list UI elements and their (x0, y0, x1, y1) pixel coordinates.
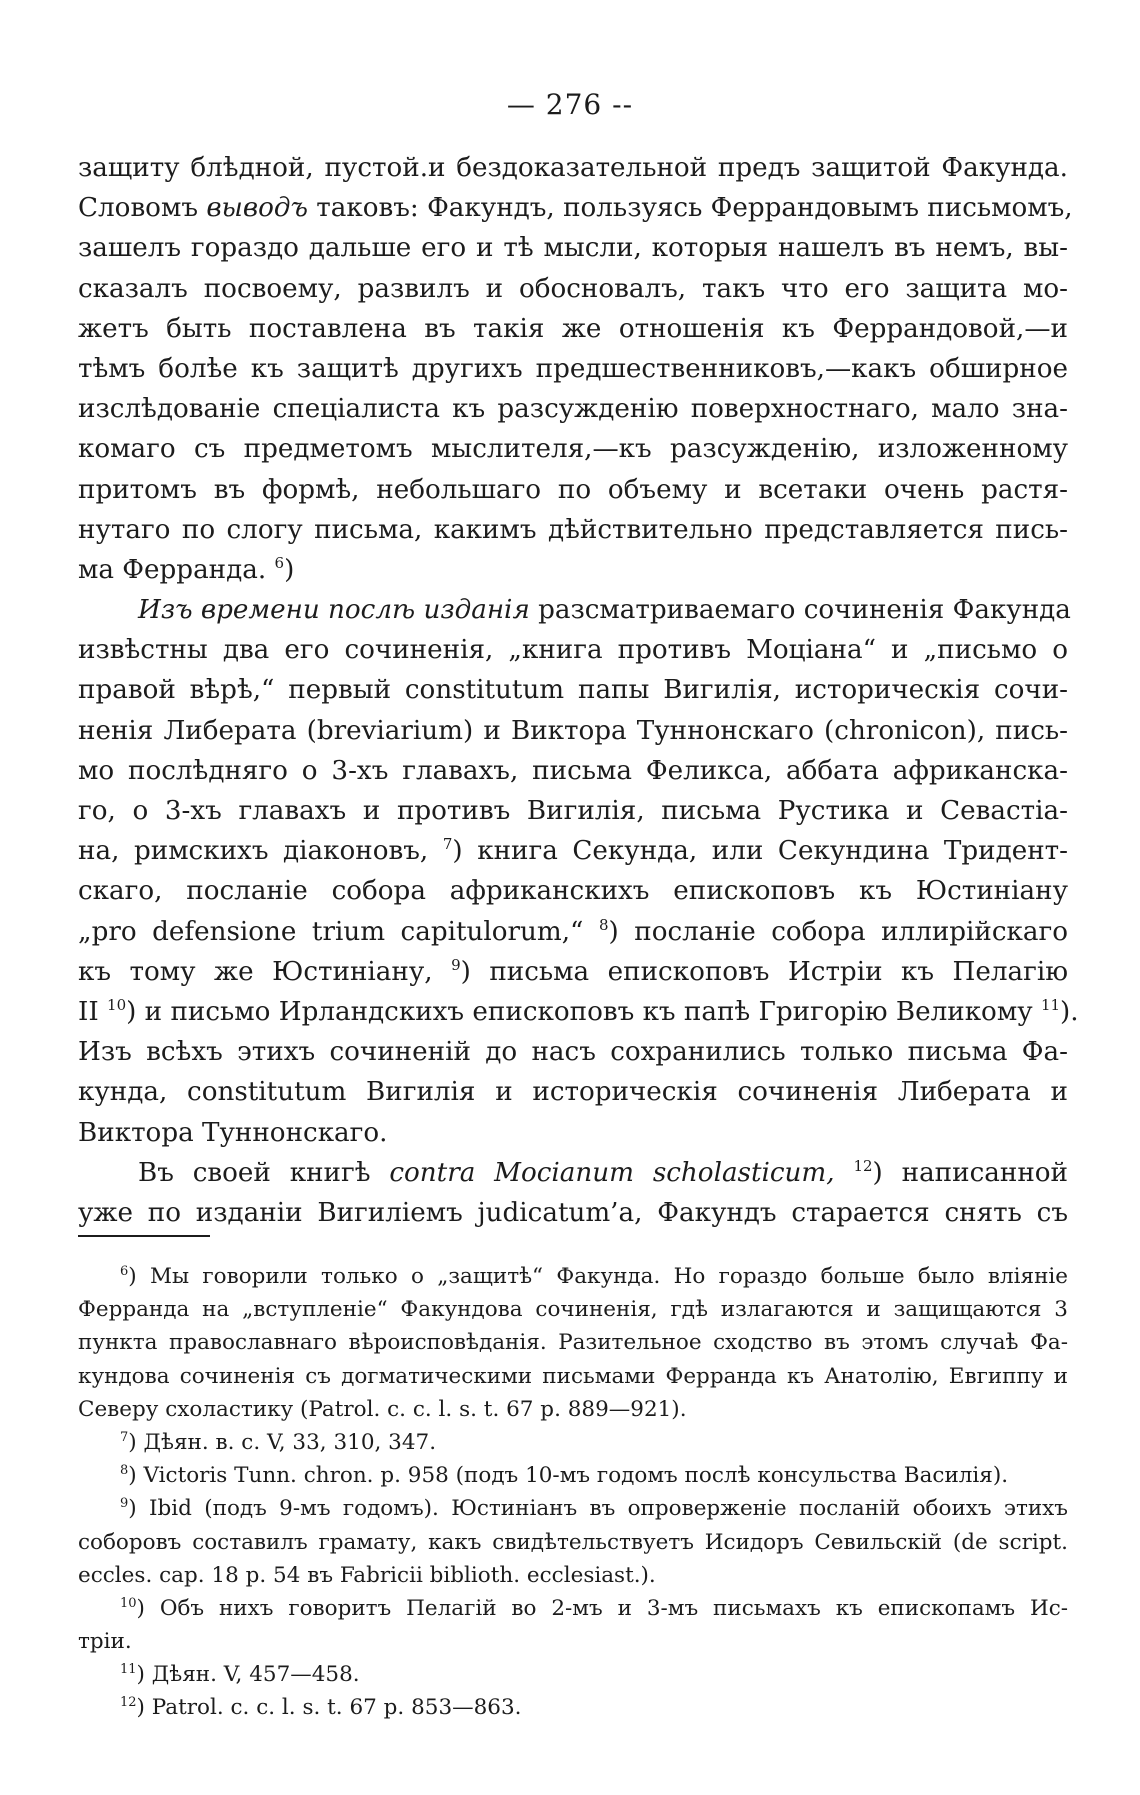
text-line: изслѣдованіе спеціалиста къ разсужденію поверхностнаго, мало зна- (78, 394, 1068, 425)
footnote-line: $^{12}$) Patrol. c. c. l. s. t. 67 p. 853—863. (120, 1695, 522, 1721)
footnote-line: Северу схоластику (Patrol. c. c. l. s. t. 67 p. 889—921). (78, 1396, 687, 1422)
text-run: таковъ: Факундъ, пользуясь Феррандовымъ письмомъ, (307, 193, 1073, 224)
text-run: разсматриваемаго сочиненія Факунда (529, 595, 1071, 626)
footnote-mark: 11 (120, 1662, 137, 1678)
text-line: сказалъ посвоему, развилъ и обосновалъ, такъ что его защита мо- (78, 273, 1068, 304)
footnote-line: Ферранда на „вступленіе“ Факундова сочиненія, гдѣ излагаются и защищаются 3 (78, 1297, 1068, 1323)
footnote-line: пункта православнаго вѣроисповѣданія. Разительное сходство въ этомъ случаѣ Фа- (78, 1330, 1068, 1356)
text-run: Словомъ (78, 193, 207, 224)
footnote-ref[interactable]: 11 (1040, 995, 1061, 1014)
text-line: Виктора Туннонскаго. (78, 1117, 388, 1148)
footnote-line: $^6$) Мы говорили только о „защитѣ“ Факунда. Но гораздо больше было вліяніе (120, 1264, 1068, 1289)
footnote-line: $^{11}$) Дѣян. V, 457—458. (120, 1662, 360, 1688)
text-line: извѣстны два его сочиненія, „книга противъ Моціана“ и „письмо о (78, 635, 1068, 666)
text-run: II (78, 996, 99, 1027)
italic-term: Изъ времени послѣ изданія (138, 595, 530, 626)
text-line: мо послѣдняго о 3-хъ главахъ, письма Феликса, аббата африканска- (78, 755, 1068, 786)
text-line: правой вѣрѣ,“ первый constitutum папы Вигилія, историческія сочи- (78, 675, 1068, 706)
footnote-line: тріи. (78, 1629, 132, 1655)
footnote-mark: 12 (120, 1695, 137, 1711)
text-line: къ тому же Юстиніану, $^9$) письма епископовъ Истріи къ Пелагію (78, 955, 1068, 987)
text-line: тѣмъ болѣе къ защитѣ другихъ предшественниковъ,—какъ обширное (78, 353, 1068, 384)
text-run: къ тому же Юстиніану, (78, 956, 433, 987)
footnote-ref[interactable]: 6 (274, 553, 285, 572)
text-line: ненія Либерата (breviarium) и Виктора Туннонскаго (chronicon), пись- (78, 715, 1068, 746)
text-line: кунда, constitutum Вигилія и историческія сочиненія Либерата и (78, 1077, 1068, 1108)
text-run: Patrol. c. c. l. s. t. 67 p. 853—863. (144, 1695, 522, 1721)
footnote-mark: 8 (120, 1463, 129, 1479)
text-line: Въ своей книгѣ contra Mocianum scholasticum, $^{12}$) написанной (138, 1156, 1068, 1188)
text-line (78, 590, 1071, 630)
footnote-ref[interactable]: 7 (442, 835, 453, 854)
footnote-mark: 7 (120, 1429, 129, 1445)
footnote-ref[interactable]: 12 (853, 1156, 873, 1175)
footnote-mark: 6 (120, 1264, 129, 1279)
footnote-ref[interactable]: 9 (451, 955, 461, 974)
italic-term: выводъ (206, 193, 308, 224)
text-run: Объ нихъ говоритъ Пелагій во 2-мъ и 3-мъ письмахъ къ епископамъ Ис- (144, 1595, 1068, 1621)
text-line: II $^{10}$) и письмо Ирландскихъ епископовъ къ папѣ Григорію Великому $^{11}$). (78, 995, 1079, 1027)
text-run: посланіе собора иллирійскаго (618, 916, 1069, 947)
text-run: письма епископовъ Истріи къ Пелагію (470, 956, 1068, 987)
text-line (78, 188, 1073, 228)
text-line: комаго съ предметомъ мыслителя,—къ разсужденію, изложенному (78, 434, 1068, 465)
text-run: написанной (882, 1157, 1068, 1188)
text-run: Въ своей книгѣ (138, 1157, 390, 1188)
text-line: на, римскихъ діаконовъ, $^7$) книга Секунда, или Секундина Тридент- (78, 835, 1069, 867)
text-line: жетъ быть поставлена въ такія же отношенія къ Феррандовой,—и (78, 313, 1068, 344)
footnotes (78, 1260, 1068, 1725)
text-run: и письмо Ирландскихъ епископовъ къ папѣ Григорію Великому (136, 996, 1033, 1027)
text-line: „pro defensione trium capitulorum,“ $^8$) посланіе собора иллирійскаго (78, 915, 1069, 947)
footnote-line: eccles. cap. 18 p. 54 въ Fabricii biblioth. ecclesiast.). (78, 1562, 656, 1588)
text-run: . (1070, 996, 1079, 1027)
text-line: уже по изданіи Вигиліемъ judicatum’а, Факундъ старается снять съ (78, 1197, 1068, 1228)
text-line: скаго, посланіе собора африканскихъ епископовъ къ Юстиніану (78, 876, 1068, 907)
footnote-line: $^9$) Ibid (подъ 9-мъ годомъ). Юстиніанъ въ опроверженіе посланій обоихъ этихъ (120, 1496, 1068, 1522)
text-run: ма Ферранда. (78, 554, 267, 585)
text-run: Мы говорили только о „защитѣ“ Факунда. Но гораздо больше было вліяніе (136, 1264, 1068, 1289)
text-line: притомъ въ формѣ, небольшаго по объему и всетаки очень растя- (78, 474, 1068, 505)
footnote-line: соборовъ составилъ грамату, какъ свидѣтельствуетъ Исидоръ Севильскій (de script. (78, 1529, 1068, 1555)
text-line: Изъ всѣхъ этихъ сочиненій до насъ сохранились только письма Фа- (78, 1037, 1068, 1068)
text-line: защиту блѣдной, пустой.и бездоказательной предъ защитой Факунда. (78, 153, 1068, 183)
text-line: зашелъ гораздо дальше его и тѣ мысли, которыя нашелъ въ немъ, вы- (78, 233, 1068, 264)
text-run: „pro defensione trium capitulorum,“ (78, 916, 584, 947)
text-run: Дѣян. в. с. V, 33, 310, 347. (136, 1429, 437, 1455)
text-run: Дѣян. V, 457—458. (144, 1662, 360, 1688)
text-line: нутаго по слогу письма, какимъ дѣйствительно представляется пись- (78, 514, 1068, 545)
text-run: Victoris Tunn. chron. p. 958 (подъ 10-мъ годомъ послѣ консульства Василія). (136, 1463, 1009, 1489)
footnote-divider (78, 1235, 210, 1237)
footnote-ref[interactable]: 10 (107, 995, 127, 1014)
footnote-mark: 9 (120, 1496, 129, 1512)
italic-term: contra Mocianum scholasticum, (389, 1157, 835, 1188)
page-number: — 276 -- (506, 88, 634, 121)
footnote-ref[interactable]: 8 (598, 915, 609, 934)
footnote-line: $^{10}$) Объ нихъ говоритъ Пелагій во 2-мъ и 3-мъ письмахъ къ епископамъ Ис- (120, 1595, 1068, 1621)
footnote-line: $^8$) Victoris Tunn. chron. p. 958 (подъ 10-мъ годомъ послѣ консульства Василія). (120, 1463, 1009, 1489)
text-line: ма Ферранда. $^6$) (78, 553, 295, 585)
text-line: го, о 3-хъ главахъ и противъ Вигилія, письма Рустика и Севастіа- (78, 796, 1068, 826)
body-text (78, 148, 1079, 1233)
text-run: на, римскихъ діаконовъ, (78, 836, 429, 867)
text-run: книга Секунда, или Секундина Тридент- (462, 836, 1069, 867)
footnote-line: $^7$) Дѣян. в. с. V, 33, 310, 347. (120, 1429, 437, 1455)
footnote-mark: 10 (120, 1595, 137, 1611)
text-run: Ibid (подъ 9-мъ годомъ). Юстиніанъ въ опроверженіе посланій обоихъ этихъ (136, 1496, 1068, 1522)
footnote-line: кундова сочиненія съ догматическими письмами Ферранда къ Анатолію, Евгиппу и (78, 1363, 1068, 1389)
